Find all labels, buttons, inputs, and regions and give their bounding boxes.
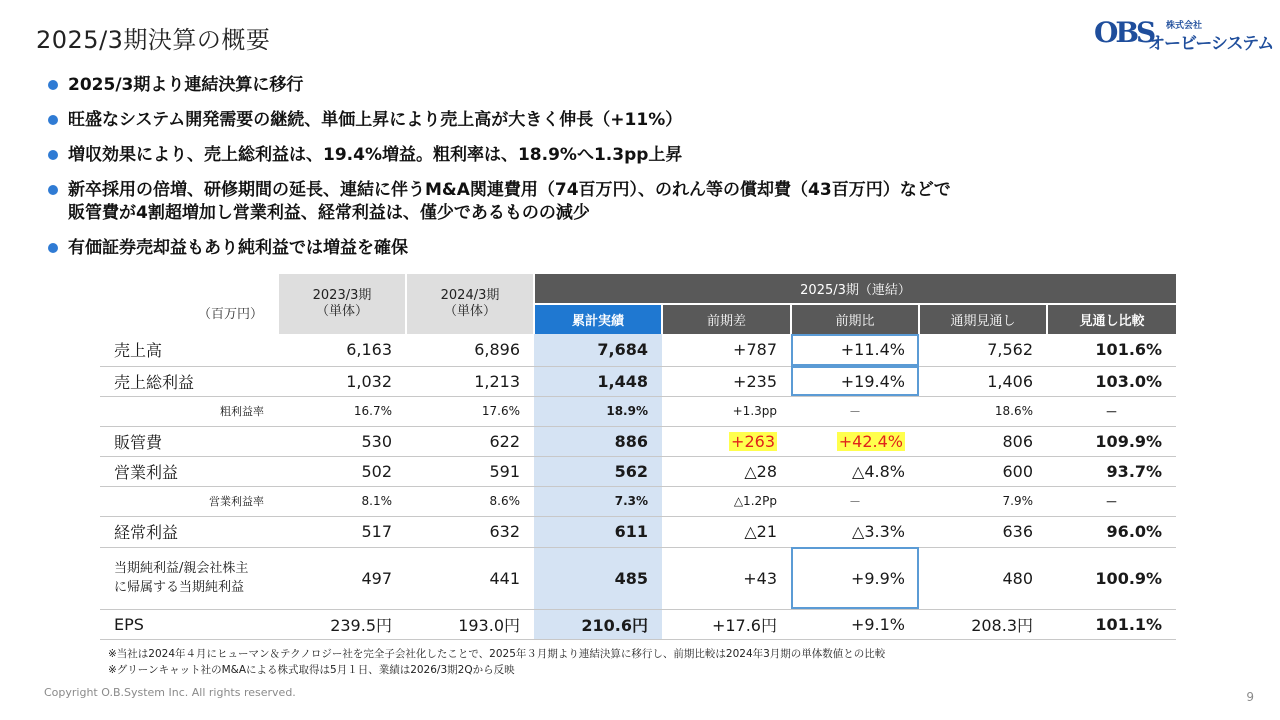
cell-diff: +1.3pp bbox=[662, 396, 791, 426]
logo-company-name: オービーシステム bbox=[1148, 34, 1274, 54]
cell-2023: 1,032 bbox=[278, 366, 406, 396]
logo-small-text: 株式会社 bbox=[1166, 21, 1203, 31]
cell-2023: 6,163 bbox=[278, 334, 406, 366]
bullet-item bbox=[48, 237, 1198, 260]
cell-vs-forecast: 109.9% bbox=[1047, 426, 1176, 456]
row-label-line1: 当期純利益/親会社株主 bbox=[114, 561, 249, 576]
cell-2024: 441 bbox=[406, 547, 534, 609]
cell-diff: △21 bbox=[662, 516, 791, 547]
page-title: 2025/3期決算の概要 bbox=[36, 26, 271, 54]
row-label: EPS bbox=[100, 609, 278, 639]
cell-ratio: +11.4% bbox=[791, 334, 919, 366]
cell-ratio: +9.1% bbox=[791, 609, 919, 639]
row-label: 経常利益 bbox=[100, 516, 278, 547]
cell-forecast: 18.6% bbox=[919, 396, 1047, 426]
cell-vs-forecast: － bbox=[1047, 396, 1176, 426]
bullet-text: 新卒採用の倍増、研修期間の延長、連結に伴うM&A関連費用（74百万円）、のれん等の償却費（43百万円）などで bbox=[68, 180, 951, 200]
cell-actual: 7.3% bbox=[534, 486, 662, 516]
cell-2023: 497 bbox=[278, 547, 406, 609]
bullet-dot-icon bbox=[48, 243, 58, 253]
cell-vs-forecast: 100.9% bbox=[1047, 547, 1176, 609]
bullet-item bbox=[48, 109, 1198, 132]
table-row-operating-profit bbox=[100, 456, 1176, 486]
cell-diff: +17.6円 bbox=[662, 609, 791, 639]
cell-forecast: 806 bbox=[919, 426, 1047, 456]
logo-mark: OBS bbox=[1094, 16, 1154, 49]
cell-actual: 7,684 bbox=[534, 334, 662, 366]
cell-vs-forecast: 101.1% bbox=[1047, 609, 1176, 639]
cell-actual: 210.6円 bbox=[534, 609, 662, 639]
financial-summary-table bbox=[100, 274, 1176, 640]
cell-2024: 1,213 bbox=[406, 366, 534, 396]
table-row-gross-margin bbox=[100, 396, 1176, 426]
cell-vs-forecast: 101.6% bbox=[1047, 334, 1176, 366]
row-label: 販管費 bbox=[100, 426, 278, 456]
header-2023-basis: （単体） bbox=[315, 304, 368, 319]
cell-diff: +235 bbox=[662, 366, 791, 396]
cell-2023: 239.5円 bbox=[278, 609, 406, 639]
cell-actual: 562 bbox=[534, 456, 662, 486]
cell-actual: 611 bbox=[534, 516, 662, 547]
cell-2024: 193.0円 bbox=[406, 609, 534, 639]
header-forecast: 通期見通し bbox=[919, 304, 1047, 334]
summary-bullets bbox=[48, 74, 1198, 272]
cell-forecast: 636 bbox=[919, 516, 1047, 547]
cell-forecast: 480 bbox=[919, 547, 1047, 609]
cell-2024: 622 bbox=[406, 426, 534, 456]
table-row-sga bbox=[100, 426, 1176, 456]
units-label: （百万円） bbox=[100, 274, 278, 334]
table-row-sales bbox=[100, 334, 1176, 366]
cell-2023: 530 bbox=[278, 426, 406, 456]
row-label: 粗利益率 bbox=[100, 396, 278, 426]
cell-diff: △28 bbox=[662, 456, 791, 486]
cell-2024: 591 bbox=[406, 456, 534, 486]
footnote-1: ※当社は2024年４月にヒューマン＆テクノロジー社を完全子会社化したことで、2025年３月期より連結決算に移行し、前期比較は2024年3月期の単体数値との比較 bbox=[108, 648, 886, 660]
bullet-dot-icon bbox=[48, 185, 58, 195]
cell-vs-forecast: － bbox=[1047, 486, 1176, 516]
cell-vs-forecast: 103.0% bbox=[1047, 366, 1176, 396]
copyright-text: Copyright O.B.System Inc. All rights reserved. bbox=[44, 686, 296, 699]
row-label: 売上総利益 bbox=[100, 366, 278, 396]
header-2024-year: 2024/3期 bbox=[440, 288, 500, 303]
bullet-dot-icon bbox=[48, 115, 58, 125]
bullet-text: 増収効果により、売上総利益は、19.4%増益。粗利率は、18.9%へ1.3pp上昇 bbox=[68, 145, 683, 165]
bullet-item bbox=[48, 179, 1198, 225]
cell-ratio: +9.9% bbox=[791, 547, 919, 609]
bullet-text: 2025/3期より連結決算に移行 bbox=[68, 75, 304, 95]
cell-actual: 886 bbox=[534, 426, 662, 456]
cell-forecast: 7,562 bbox=[919, 334, 1047, 366]
bullet-item bbox=[48, 74, 1198, 97]
table-row-eps bbox=[100, 609, 1176, 639]
bullet-text-continued: 販管費が4割超増加し営業利益、経常利益は、僅少であるものの減少 bbox=[68, 203, 590, 223]
page-number: 9 bbox=[1246, 690, 1254, 704]
cell-ratio: +19.4% bbox=[791, 366, 919, 396]
cell-actual: 18.9% bbox=[534, 396, 662, 426]
table-row-gross-profit bbox=[100, 366, 1176, 396]
cell-diff: +43 bbox=[662, 547, 791, 609]
cell-forecast: 208.3円 bbox=[919, 609, 1047, 639]
cell-2023: 517 bbox=[278, 516, 406, 547]
cell-vs-forecast: 96.0% bbox=[1047, 516, 1176, 547]
header-actual: 累計実績 bbox=[534, 304, 662, 334]
cell-ratio: △3.3% bbox=[791, 516, 919, 547]
cell-diff bbox=[662, 426, 791, 456]
highlighted-diff: +263 bbox=[731, 431, 775, 451]
cell-ratio bbox=[791, 426, 919, 456]
header-2025-group: 2025/3期（連結） bbox=[534, 274, 1176, 304]
cell-ratio: － bbox=[791, 396, 919, 426]
cell-ratio: △4.8% bbox=[791, 456, 919, 486]
cell-diff: +787 bbox=[662, 334, 791, 366]
table-row-operating-margin bbox=[100, 486, 1176, 516]
footnotes bbox=[108, 646, 885, 678]
bullet-dot-icon bbox=[48, 150, 58, 160]
cell-2024: 6,896 bbox=[406, 334, 534, 366]
cell-diff: △1.2Pp bbox=[662, 486, 791, 516]
cell-vs-forecast: 93.7% bbox=[1047, 456, 1176, 486]
row-label bbox=[100, 547, 278, 609]
cell-actual: 1,448 bbox=[534, 366, 662, 396]
cell-forecast: 600 bbox=[919, 456, 1047, 486]
cell-forecast: 7.9% bbox=[919, 486, 1047, 516]
company-logo bbox=[1094, 16, 1274, 54]
header-2024-basis: （単体） bbox=[443, 304, 496, 319]
cell-2023: 16.7% bbox=[278, 396, 406, 426]
header-ratio: 前期比 bbox=[791, 304, 919, 334]
table-row-ordinary-profit bbox=[100, 516, 1176, 547]
cell-2024: 632 bbox=[406, 516, 534, 547]
bullet-text: 有価証券売却益もあり純利益では増益を確保 bbox=[68, 238, 408, 258]
header-2024 bbox=[406, 274, 534, 334]
cell-2024: 8.6% bbox=[406, 486, 534, 516]
row-label: 営業利益率 bbox=[100, 486, 278, 516]
cell-2023: 502 bbox=[278, 456, 406, 486]
row-label: 営業利益 bbox=[100, 456, 278, 486]
bullet-text: 旺盛なシステム開発需要の継続、単価上昇により売上高が大きく伸長（+11%） bbox=[68, 110, 683, 130]
footnote-2: ※グリーンキャット社のM&Aによる株式取得は5月１日、業績は2026/3期2Qから反映 bbox=[108, 664, 515, 676]
cell-2023: 8.1% bbox=[278, 486, 406, 516]
highlighted-ratio: +42.4% bbox=[838, 431, 903, 451]
bullet-item bbox=[48, 144, 1198, 167]
cell-2024: 17.6% bbox=[406, 396, 534, 426]
header-vs-forecast: 見通し比較 bbox=[1047, 304, 1176, 334]
table-row-net-profit bbox=[100, 547, 1176, 609]
bullet-dot-icon bbox=[48, 80, 58, 90]
header-2023-year: 2023/3期 bbox=[312, 288, 372, 303]
cell-actual: 485 bbox=[534, 547, 662, 609]
row-label: 売上高 bbox=[100, 334, 278, 366]
cell-forecast: 1,406 bbox=[919, 366, 1047, 396]
header-diff: 前期差 bbox=[662, 304, 791, 334]
row-label-line2: に帰属する当期純利益 bbox=[114, 580, 245, 595]
cell-ratio: － bbox=[791, 486, 919, 516]
header-2023 bbox=[278, 274, 406, 334]
